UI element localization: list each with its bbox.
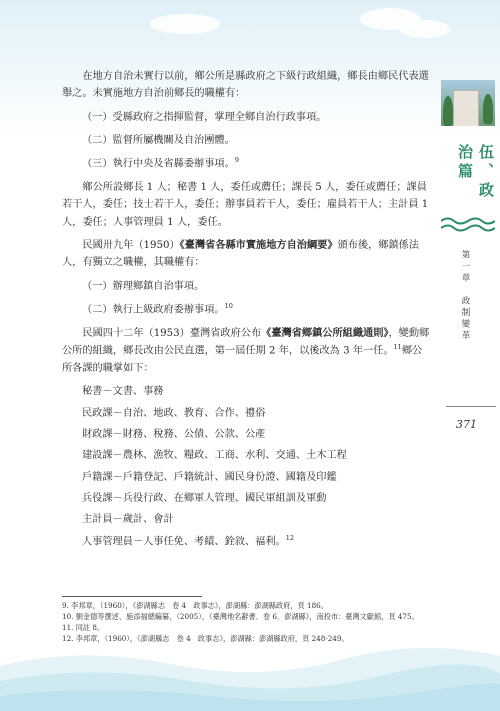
list-item: （一）受縣政府之指揮監督，掌理全鄉自治行政事項。 <box>82 111 327 123</box>
list-item: （二）執行上級政府委辦事項。$^{10}$ <box>82 302 233 316</box>
main-text <box>62 68 432 554</box>
list-item: （一）辦理鄉鎮自治事項。 <box>82 280 205 292</box>
side-panel <box>441 80 496 342</box>
footnote-item: 10. 劉金德等撰述、施添福總編纂，（2005），《臺灣地名辭書．卷 6．澎湖縣》，南投市：臺灣文獻館，頁 475。 <box>62 612 419 622</box>
building-photo <box>441 80 495 126</box>
footnote-item: 11. 同註 8。 <box>62 623 105 633</box>
duty-line: 主計員－歲計、會計 <box>82 514 174 526</box>
paragraph: 鄉公所設鄉長 1 人；秘書 1 人，委任或薦任；課長 5 人，委任或薦任；課員若干人，委任；技士若干人，委任；辦事員若干人，委任；雇員若干人；主計員 1 人，委任；人事管理員 1 人，委任。 <box>62 182 429 228</box>
paragraph: 在地方自治未實行以前，鄉公所是縣政府之下級行政組織，鄉長由鄉民代表選舉之。未實施地方自治前鄉長的職權有： <box>62 71 429 100</box>
footnote-ref[interactable]: 10 <box>224 302 233 311</box>
footnote-ref[interactable]: 11 <box>393 343 402 352</box>
footnote-item: 9. 李邦章，（1960），《澎湖縣志 卷 4 政事志》，澎湖縣：澎湖縣政府，頁 186。 <box>62 601 328 610</box>
duty-line: 兵役課－兵役行政、在鄉軍人管理、國民軍組訓及軍動 <box>82 493 327 505</box>
page-number-rule <box>446 406 496 407</box>
cloud-shape <box>400 20 450 38</box>
duty-line: 民政課－自治、地政、教育、合作、禮俗 <box>82 407 266 419</box>
section-title: 伍、政治篇 <box>456 144 495 201</box>
duty-line: 財政課－財務、稅務、公債、公款、公產 <box>82 429 266 441</box>
document-title: 《臺灣省鄉鎮公所組織通則》 <box>261 326 389 339</box>
tree-shape <box>483 94 493 124</box>
cloud-shape <box>150 14 220 34</box>
list-item: （三）執行中央及省縣委辦事項。$^9$ <box>82 156 239 170</box>
paragraph: 民國卅九年（1950）《臺灣省各縣市實施地方自治綱要》頒布後，鄉鎮係法人，有獨立之職權，其職權有： <box>62 239 420 269</box>
duty-line: 秘書－文書、事務 <box>82 386 164 398</box>
footnote-item: 12. 李邦章，（1960），《澎湖縣志 卷 4 政事志》，澎湖縣：澎湖縣政府，頁 248-249。 <box>62 634 349 644</box>
page-number: 371 <box>456 418 477 431</box>
wave-icon <box>441 216 495 232</box>
duty-line: 建設課－農林、漁牧、糧政、工商、水利、交通、土木工程 <box>82 450 347 462</box>
footnote-ref[interactable]: 12 <box>285 533 295 542</box>
document-title: 《臺灣省各縣市實施地方自治綱要》 <box>179 239 338 252</box>
bottom-wave-decoration <box>0 626 500 711</box>
duty-line: 戶籍課－戶籍登記、戶籍統計、國民身份證、國籍及印鑑 <box>82 471 337 483</box>
list-item: （二）監督所屬機關及自治團體。 <box>82 135 235 147</box>
building-shape <box>453 90 479 126</box>
duty-line: 人事管理員－人事任免、考績、銓敘、福利。$^{12}$ <box>82 533 295 548</box>
footnote-rule <box>62 596 202 597</box>
footnote-ref[interactable]: 9 <box>234 156 239 165</box>
paragraph: 民國四十二年（1953）臺灣省政府公布《臺灣省鄉鎮公所組織通則》，變動鄉公所的組織，鄉長改由公民直選，第一屆任期 2 年，以後改為 3 年一任。$^{11}$鄉公所各課的職掌如下： <box>62 326 430 374</box>
tree-shape <box>443 96 453 126</box>
chapter-title: 第一章 政制變革 <box>460 250 470 342</box>
